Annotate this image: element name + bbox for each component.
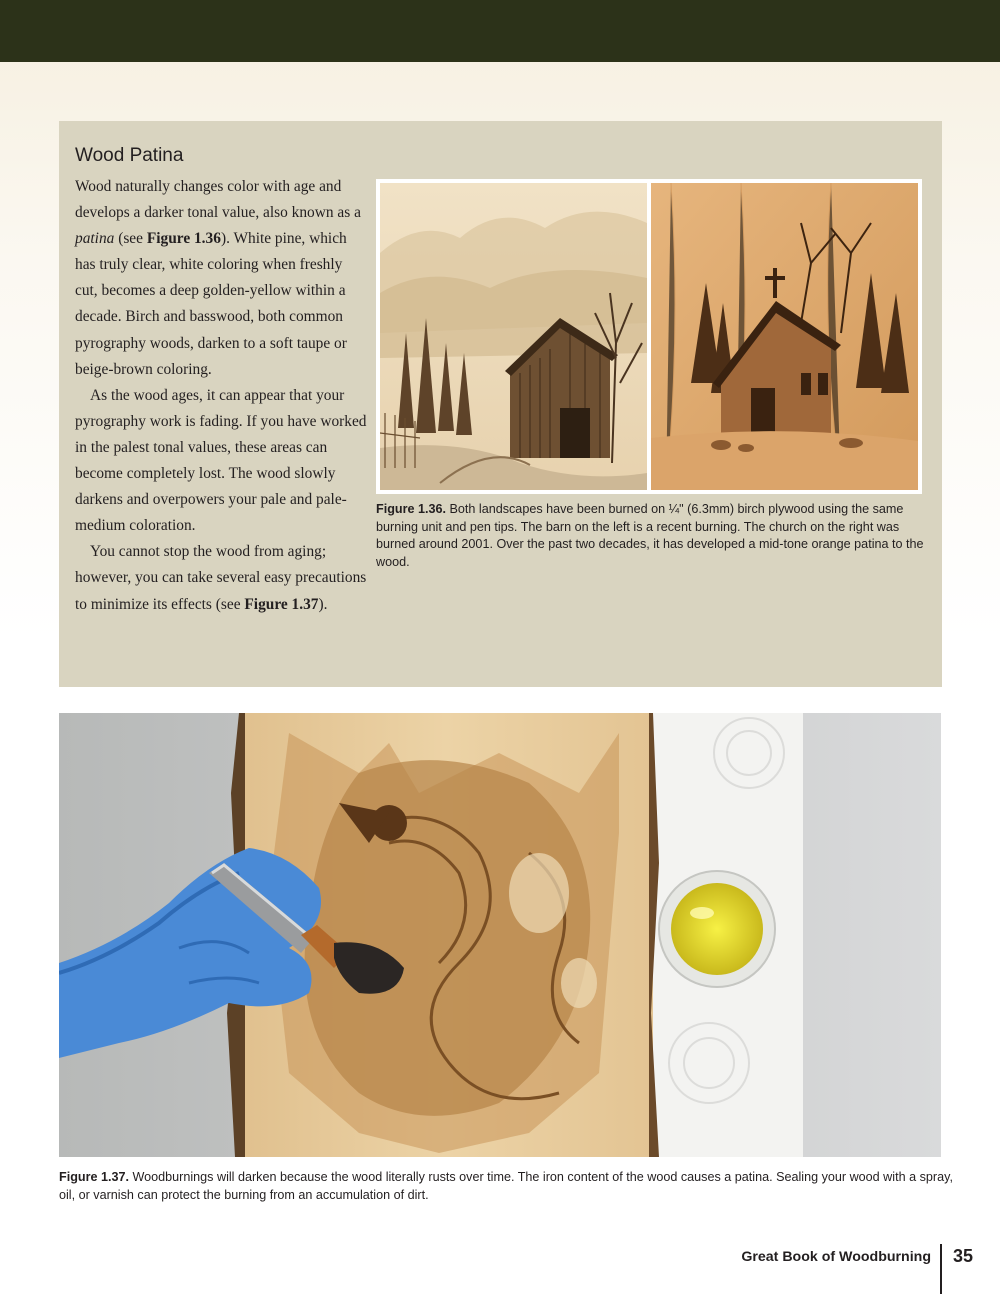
barn-landscape-image bbox=[380, 183, 647, 490]
paragraph-1: Wood naturally changes color with age and develops a darker tonal value, also known as a patina (see Figure 1.36). White pine, which has truly clear, white coloring when freshly cut, becomes a deep golden-yellow within a decade. Birch and basswood, both common pyrography woods, darken to a soft taupe or beige-brown coloring. bbox=[75, 178, 361, 378]
sidebar-title: Wood Patina bbox=[75, 145, 184, 166]
sidebar-body-text bbox=[75, 174, 367, 618]
page-number: 35 bbox=[953, 1246, 974, 1266]
figure-1-37-label: Figure 1.37. bbox=[59, 1170, 129, 1184]
figure-1-36-caption: Figure 1.36. Both landscapes have been burned on ¼" (6.3mm) birch plywood using the same burning unit and pen tips. The barn on the left is a recent burning. The church on the right was burned around 2001. Over the past two decades, it has developed a mid-tone orange patina to the wood. bbox=[376, 502, 924, 569]
patina-term: patina bbox=[75, 230, 115, 248]
wood-patina-sidebar bbox=[59, 121, 942, 687]
figure-1-36-label: Figure 1.36. bbox=[376, 502, 446, 516]
paragraph-2: As the wood ages, it can appear that your pyrography work is fading. If you have worked in the palest tonal values, these areas can become completely lost. The wood slowly darkens and overpowers your pale and pale-medium coloration. bbox=[75, 386, 367, 535]
footer-book-title: Great Book of Woodburning bbox=[741, 1249, 931, 1265]
figure-1-36-reference: Figure 1.36 bbox=[146, 230, 221, 248]
figure-1-36-photos bbox=[376, 179, 922, 494]
figure-1-37-caption: Figure 1.37. Woodburnings will darken because the wood literally rusts over time. The iron content of the wood causes a patina. Sealing your wood with a spray, oil, or varnish can protect the burning from an accumulation of dirt. bbox=[59, 1170, 953, 1202]
figure-1-37-photo bbox=[59, 713, 941, 1157]
footer-divider bbox=[940, 1244, 942, 1294]
figure-1-37-reference: Figure 1.37 bbox=[244, 595, 319, 613]
paragraph-3: You cannot stop the wood from aging; however, you can take several easy precautions to minimize its effects (see Figure 1.37). bbox=[75, 543, 367, 613]
header-band bbox=[0, 0, 1000, 62]
church-landscape-image bbox=[651, 183, 918, 490]
